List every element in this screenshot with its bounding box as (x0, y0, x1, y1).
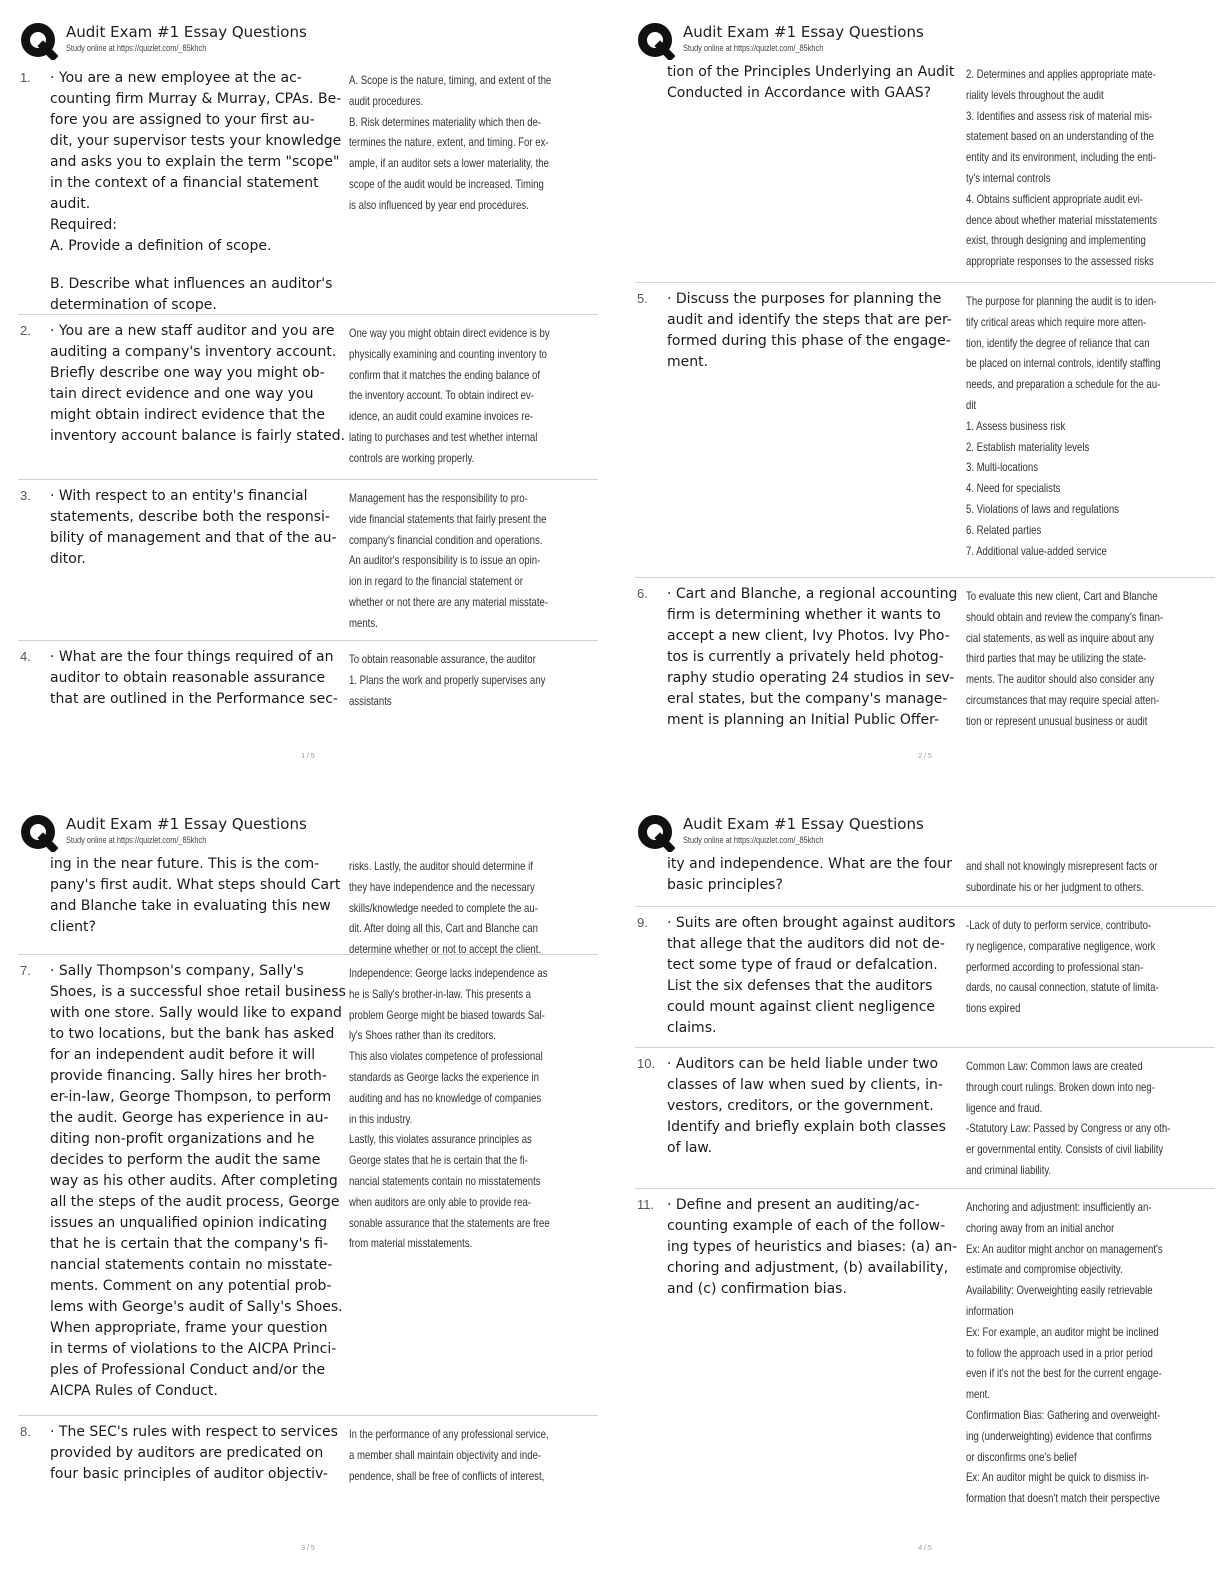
question-line: Conducted in Accordance with GAAS? (667, 85, 932, 101)
question-line: · Auditors can be held liable under two (667, 1056, 939, 1072)
answer-line: ment. (966, 1387, 991, 1402)
flashcard (635, 1048, 1215, 1189)
question-text (50, 1422, 346, 1485)
question-line: ing types of heuristics and biases: (a) an- (667, 1239, 958, 1255)
question-line: that he is certain that the company's fi- (50, 1236, 329, 1252)
question-line: all the steps of the audit process, George (50, 1194, 340, 1210)
study-link[interactable]: Study online at https://quizlet.com/_85khch (683, 43, 824, 53)
question-line: ity and independence. What are the four (667, 856, 952, 872)
question-line: eral states, but the company's manage- (667, 691, 948, 707)
answer-text (966, 856, 1182, 898)
card-number: 6. (637, 586, 648, 601)
answer-line: assistants (349, 693, 392, 708)
question-line: decides to perform the audit the same (50, 1152, 321, 1168)
quizlet-logo-icon (637, 814, 675, 852)
question-text (667, 1054, 963, 1159)
answer-text (966, 1056, 1182, 1181)
question-line: and (c) confirmation bias. (667, 1281, 847, 1297)
answer-line: skills/knowledge needed to complete the au- (349, 900, 538, 915)
question-line: When appropriate, frame your question (50, 1320, 328, 1336)
card-number: 10. (637, 1056, 656, 1071)
answer-line: dence about whether material misstatements (966, 212, 1158, 227)
question-line: · Cart and Blanche, a regional accounting (667, 586, 958, 602)
answer-line: risks. Lastly, the auditor should determine if (349, 859, 533, 873)
question-line: auditor to obtain reasonable assurance (50, 670, 326, 686)
question-text (667, 854, 963, 896)
blank-line (50, 257, 346, 274)
answer-line: from material misstatements. (349, 1236, 473, 1251)
question-line: classes of law when sued by clients, in- (667, 1077, 943, 1093)
page-number: 3 / 5 (301, 1545, 315, 1552)
answer-line: 4. Obtains sufficient appropriate audit evi- (966, 191, 1143, 206)
answer-line: 4. Need for specialists (966, 481, 1061, 496)
answer-line: the inventory account. To obtain indirect ev- (349, 388, 534, 403)
question-line: ment. (667, 354, 709, 370)
answer-line: third parties that may be utilizing the state- (966, 651, 1147, 666)
question-line: ment is planning an Initial Public Offer- (667, 712, 940, 728)
question-line: Briefly describe one way you might ob- (50, 365, 325, 381)
answer-line: ty's internal controls (966, 170, 1051, 185)
answer-line: 6. Related parties (966, 522, 1042, 537)
question-line: Required: (50, 217, 118, 233)
answer-line: termines the nature, extent, and timing. For ex- (349, 135, 549, 150)
answer-line: vide financial statements that fairly present the (349, 511, 547, 526)
answer-line: estimate and compromise objectivity. (966, 1262, 1123, 1277)
answer-line: through court rulings. Broken down into neg- (966, 1079, 1155, 1094)
question-line: · Discuss the purposes for planning the (667, 291, 942, 307)
card-number: 4. (20, 649, 31, 664)
question-line: four basic principles of auditor objectiv- (50, 1466, 328, 1482)
flashcard (635, 907, 1215, 1048)
answer-line: 5. Violations of laws and regulations (966, 501, 1119, 516)
answer-line: Ex: For example, an auditor might be inclined (966, 1324, 1159, 1339)
question-text (667, 584, 963, 731)
answer-line: tion, identify the degree of reliance that can (966, 335, 1150, 350)
answer-line: and shall not knowingly misrepresent facts or (966, 859, 1158, 873)
question-line: and asks you to explain the term "scope" (50, 154, 340, 170)
answer-line: Confirmation Bias: Gathering and overweight- (966, 1407, 1161, 1422)
question-line: lems with George's audit of Sally's Shoes. (50, 1299, 343, 1315)
question-line: · Suits are often brought against auditors (667, 915, 956, 931)
answer-line: Ex: An auditor might anchor on management's (966, 1241, 1163, 1256)
page-header (18, 18, 598, 62)
question-line: counting example of each of the follow- (667, 1218, 946, 1234)
answer-line: sonable assurance that the statements are free (349, 1215, 550, 1230)
question-text (50, 647, 346, 710)
flashcard (635, 283, 1215, 578)
question-line: of law. (667, 1140, 713, 1156)
question-line: provided by auditors are predicated on (50, 1445, 324, 1461)
answer-line: pendence, shall be free of conflicts of interest, (349, 1468, 545, 1483)
question-line: tion of the Principles Underlying an Audit (667, 64, 955, 80)
question-line: might obtain indirect evidence that the (50, 407, 325, 423)
question-line: Identify and briefly explain both classes (667, 1119, 946, 1135)
answer-line: One way you might obtain direct evidence is by (349, 326, 550, 340)
answer-line: problem George might be biased towards Sal- (349, 1007, 545, 1022)
question-line: counting firm Murray & Murray, CPAs. Be- (50, 91, 342, 107)
question-line: could mount against client negligence (667, 999, 936, 1015)
question-line: ditor. (50, 551, 86, 567)
answer-line: 2. Establish materiality levels (966, 439, 1090, 454)
answer-line: nancial statements contain no misstatements (349, 1173, 541, 1188)
question-line: diting non-profit organizations and he (50, 1131, 315, 1147)
answer-line: lating to purchases and test whether internal (349, 429, 538, 444)
answer-line: is also influenced by year end procedures. (349, 197, 529, 212)
question-line: ments. Comment on any potential prob- (50, 1278, 332, 1294)
answer-text (349, 70, 565, 216)
study-link[interactable]: Study online at https://quizlet.com/_85khch (66, 835, 207, 845)
answer-line: ments. The auditor should also consider any (966, 672, 1155, 687)
answer-line: 7. Additional value-added service (966, 543, 1107, 558)
question-line: bility of management and that of the au- (50, 530, 337, 546)
document-title: Audit Exam #1 Essay Questions (683, 815, 924, 833)
answer-line: 2. Determines and applies appropriate mate- (966, 67, 1156, 81)
question-line: basic principles? (667, 877, 783, 893)
answer-text (966, 586, 1182, 732)
answer-line: company's financial condition and operations. (349, 532, 543, 547)
answer-line: dards, no causal connection, statute of limita- (966, 980, 1159, 995)
question-text (667, 913, 963, 1039)
answer-line: confirm that it matches the ending balance of (349, 367, 541, 382)
question-line: issues an unqualified opinion indicating (50, 1215, 328, 1231)
answer-line: An auditor's responsibility is to issue an opin- (349, 553, 541, 568)
question-line: B. Describe what influences an auditor's (50, 276, 333, 292)
answer-line: statement based on an understanding of the (966, 129, 1154, 144)
answer-line: exist, through designing and implementing (966, 233, 1146, 248)
answer-line: or disconfirms one's belief (966, 1449, 1077, 1464)
answer-line: tion or represent unusual business or audit (966, 713, 1148, 728)
flashcard (18, 62, 598, 315)
answer-text (349, 649, 565, 711)
question-line: auditing a company's inventory account. (50, 344, 337, 360)
answer-line: dit. After doing all this, Cart and Blanche can (349, 921, 538, 936)
question-line: inventory account balance is fairly stated. (50, 428, 346, 444)
answer-line: in this industry. (349, 1111, 413, 1126)
answer-line: Anchoring and adjustment: insufficiently an- (966, 1200, 1152, 1214)
answer-line: ligence and fraud. (966, 1100, 1043, 1115)
answer-line: auditing and has no knowledge of companies (349, 1090, 542, 1105)
answer-line: whether or not there are any material misstate- (349, 594, 549, 609)
study-link[interactable]: Study online at https://quizlet.com/_85khch (66, 43, 207, 53)
question-line: claims. (667, 1020, 717, 1036)
question-line: determination of scope. (50, 297, 217, 313)
question-line: statements, describe both the responsi- (50, 509, 330, 525)
answer-line: ry negligence, comparative negligence, work (966, 938, 1156, 953)
question-line: audit and identify the steps that are per- (667, 312, 952, 328)
answer-text (349, 856, 565, 960)
answer-text (966, 915, 1182, 1019)
answer-line: George states that he is certain that the fi- (349, 1153, 528, 1168)
answer-line: needs, and preparation a schedule for the au- (966, 377, 1161, 392)
answer-line: ample, if an auditor sets a lower materiality, the (349, 156, 549, 171)
question-line: ing in the near future. This is the com- (50, 856, 320, 872)
answer-line: ing (underweighting) evidence that confirms (966, 1428, 1152, 1443)
answer-line: ments. (349, 615, 378, 630)
page-header (635, 810, 1215, 854)
question-line: pany's first audit. What steps should Cart (50, 877, 341, 893)
answer-line: and criminal liability. (966, 1162, 1052, 1177)
answer-line: B. Risk determines materiality which then de- (349, 114, 542, 129)
flashcard (635, 62, 1215, 283)
question-text (667, 289, 963, 373)
question-line: choring and adjustment, (b) availability, (667, 1260, 949, 1276)
answer-line: tions expired (966, 1001, 1021, 1016)
question-line: fore you are assigned to your first au- (50, 112, 315, 128)
question-line: provide financing. Sally hires her broth- (50, 1068, 327, 1084)
question-line: · With respect to an entity's financial (50, 488, 308, 504)
answer-line: performed according to professional stan- (966, 959, 1144, 974)
answer-text (966, 291, 1182, 561)
answer-line: Availability: Overweighting easily retrievable (966, 1283, 1153, 1298)
answer-line: appropriate responses to the assessed risks (966, 254, 1154, 269)
card-number: 1. (20, 70, 31, 85)
page-header (635, 18, 1215, 62)
answer-line: to follow the approach used in a prior period (966, 1345, 1153, 1360)
document-title: Audit Exam #1 Essay Questions (66, 23, 307, 41)
answer-line: 1. Plans the work and properly supervises any (349, 672, 546, 687)
question-line: for an independent audit before it will (50, 1047, 316, 1063)
answer-line: controls are working properly. (349, 450, 475, 465)
question-text (50, 961, 346, 1402)
flashcard (18, 854, 598, 955)
answer-line: scope of the audit would be increased. Timing (349, 176, 544, 191)
question-line: dit, your supervisor tests your knowledge (50, 133, 342, 149)
page-1 (18, 18, 598, 788)
question-text (667, 1195, 963, 1300)
quizlet-logo-icon (20, 22, 58, 60)
answer-line: should obtain and review the company's finan- (966, 609, 1164, 624)
document-title: Audit Exam #1 Essay Questions (683, 23, 924, 41)
question-line: formed during this phase of the engage- (667, 333, 951, 349)
answer-line: Common Law: Common laws are created (966, 1059, 1143, 1073)
question-line: · You are a new staff auditor and you are (50, 323, 335, 339)
answer-line: idence, an audit could examine invoices re- (349, 409, 534, 424)
question-line: the audit. George has experience in au- (50, 1110, 329, 1126)
question-line: · You are a new employee at the ac- (50, 70, 302, 86)
flashcard (635, 854, 1215, 907)
question-line: tain direct evidence and one way you (50, 386, 314, 402)
answer-line: physically examining and counting inventory to (349, 346, 547, 361)
answer-line: even if it's not the best for the current engage- (966, 1366, 1162, 1381)
question-line: · Sally Thompson's company, Sally's (50, 963, 304, 979)
answer-text (349, 963, 565, 1254)
question-line: way as his other audits. After completing (50, 1173, 338, 1189)
answer-line: A. Scope is the nature, timing, and extent of the (349, 73, 552, 87)
answer-line: be placed on internal controls, identify staffing (966, 356, 1161, 371)
quizlet-logo-icon (637, 22, 675, 60)
answer-line: The purpose for planning the audit is to iden- (966, 294, 1157, 308)
question-text (667, 62, 963, 104)
answer-line: 3. Multi-locations (966, 460, 1039, 475)
flashcard (18, 641, 598, 721)
answer-line: To obtain reasonable assurance, the auditor (349, 652, 536, 666)
question-line: · What are the four things required of an (50, 649, 334, 665)
answer-line: Management has the responsibility to pro- (349, 491, 528, 505)
card-number: 2. (20, 323, 31, 338)
card-number: 8. (20, 1424, 31, 1439)
answer-line: er governmental entity. Consists of civil liability (966, 1142, 1164, 1157)
answer-line: he is Sally's brother-in-law. This presents a (349, 986, 532, 1001)
question-line: tos is currently a privately held photog- (667, 649, 944, 665)
question-line: with one store. Sally would like to expand (50, 1005, 342, 1021)
answer-line: choring away from an initial anchor (966, 1220, 1115, 1235)
question-text (50, 321, 346, 447)
question-line: that allege that the auditors did not de- (667, 936, 945, 952)
question-line: er-in-law, George Thompson, to perform (50, 1089, 332, 1105)
question-line: AICPA Rules of Conduct. (50, 1383, 218, 1399)
answer-line: Independence: George lacks independence as (349, 966, 548, 980)
question-line: List the six defenses that the auditors (667, 978, 933, 994)
answer-line: Lastly, this violates assurance principles as (349, 1132, 532, 1147)
question-line: · Define and present an auditing/ac- (667, 1197, 920, 1213)
question-line: raphy studio operating 24 studios in sev- (667, 670, 955, 686)
flashcard (18, 480, 598, 641)
question-line: nancial statements contain no misstate- (50, 1257, 333, 1273)
answer-line: audit procedures. (349, 93, 424, 108)
flashcard (635, 1189, 1215, 1519)
question-line: that are outlined in the Performance sec- (50, 691, 338, 707)
answer-text (349, 488, 565, 634)
answer-line: they have independence and the necessary (349, 879, 535, 894)
question-line: firm is determining whether it wants to (667, 607, 941, 623)
answer-line: entity and its environment, including the enti- (966, 150, 1156, 165)
question-text (50, 68, 346, 316)
answer-line: formation that doesn't match their perspective (966, 1491, 1160, 1506)
answer-line: tify critical areas which require more atten- (966, 314, 1147, 329)
question-line: tect some type of fraud or defalcation. (667, 957, 938, 973)
question-line: and Blanche take in evaluating this new (50, 898, 331, 914)
answer-line: dit (966, 397, 977, 412)
page-3 (18, 810, 598, 1580)
answer-line: -Lack of duty to perform service, contributo- (966, 918, 1152, 932)
question-line: · The SEC's rules with respect to services (50, 1424, 338, 1440)
page-number: 2 / 5 (918, 753, 932, 760)
flashcard (18, 1416, 598, 1506)
flashcard (18, 955, 598, 1416)
question-line: in terms of violations to the AICPA Princi- (50, 1341, 337, 1357)
question-text (50, 486, 346, 570)
answer-text (966, 1197, 1182, 1509)
answer-line: -Statutory Law: Passed by Congress or any oth- (966, 1121, 1171, 1136)
page-2 (635, 18, 1215, 788)
answer-line: information (966, 1303, 1014, 1318)
document-title: Audit Exam #1 Essay Questions (66, 815, 307, 833)
answer-line: ly's Shoes rather than its creditors. (349, 1028, 496, 1043)
answer-text (349, 323, 565, 469)
question-line: ples of Professional Conduct and/or the (50, 1362, 326, 1378)
answer-line: standards as George lacks the experience in (349, 1069, 539, 1084)
page-4 (635, 810, 1215, 1580)
question-line: client? (50, 919, 96, 935)
question-line: Shoes, is a successful shoe retail business (50, 984, 346, 1000)
answer-line: cial statements, as well as inquire about any (966, 630, 1154, 645)
answer-line: subordinate his or her judgment to others. (966, 879, 1144, 894)
answer-line: In the performance of any professional service, (349, 1427, 549, 1441)
question-line: accept a new client, Ivy Photos. Ivy Pho- (667, 628, 950, 644)
page-number: 1 / 5 (301, 753, 315, 760)
question-line: to two locations, but the bank has asked (50, 1026, 335, 1042)
answer-line: determine whether or not to accept the client. (349, 942, 542, 957)
card-number: 11. (637, 1197, 655, 1212)
answer-line: when auditors are only able to provide rea- (349, 1194, 531, 1209)
answer-line: This also violates competence of professional (349, 1049, 543, 1064)
page-header (18, 810, 598, 854)
answer-text (966, 64, 1182, 272)
answer-line: 3. Identifies and assess risk of material mis- (966, 108, 1153, 123)
answer-line: To evaluate this new client, Cart and Blanche (966, 589, 1158, 603)
answer-line: ion in regard to the financial statement or (349, 574, 523, 589)
study-link[interactable]: Study online at https://quizlet.com/_85khch (683, 835, 824, 845)
answer-line: Ex: An auditor might be quick to dismiss in- (966, 1470, 1150, 1485)
quizlet-logo-icon (20, 814, 58, 852)
flashcard (18, 315, 598, 480)
answer-line: riality levels throughout the audit (966, 87, 1104, 102)
flashcard (635, 578, 1215, 728)
card-number: 3. (20, 488, 31, 503)
page-number: 4 / 5 (918, 1545, 932, 1552)
card-number: 5. (637, 291, 648, 306)
card-number: 9. (637, 915, 648, 930)
answer-text (349, 1424, 565, 1486)
question-line: audit. (50, 196, 91, 212)
question-line: A. Provide a definition of scope. (50, 238, 272, 254)
question-line: in the context of a financial statement (50, 175, 319, 191)
answer-line: circumstances that may require special atten- (966, 692, 1160, 707)
card-number: 7. (20, 963, 31, 978)
answer-line: 1. Assess business risk (966, 418, 1066, 433)
question-text (50, 854, 346, 938)
question-line: vestors, creditors, or the government. (667, 1098, 934, 1114)
answer-line: a member shall maintain objectivity and inde- (349, 1447, 542, 1462)
